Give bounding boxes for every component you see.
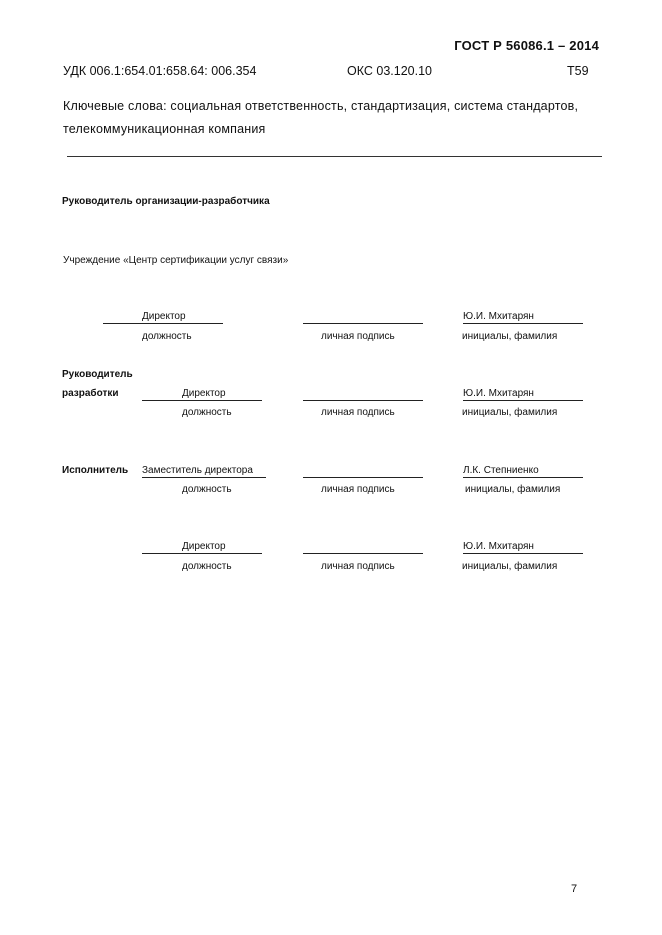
oks-code: ОКС 03.120.10 — [347, 64, 432, 78]
page-number: 7 — [571, 883, 578, 895]
role-label: Исполнитель — [62, 465, 129, 476]
position-value: Директор — [182, 541, 262, 554]
org-heading: Руководитель организации-разработчика — [62, 196, 270, 207]
name-label: инициалы, фамилия — [462, 407, 558, 418]
position-label: должность — [142, 331, 192, 342]
signature-label: личная подпись — [321, 561, 395, 572]
role-label-line-2: разработки — [62, 388, 119, 399]
position-label: должность — [182, 561, 232, 572]
position-underline-lead — [142, 400, 182, 401]
institution-name: Учреждение «Центр сертификации услуг связи» — [63, 255, 289, 266]
name-label: инициалы, фамилия — [462, 331, 558, 342]
signature-label: личная подпись — [321, 331, 395, 342]
name-label: инициалы, фамилия — [462, 561, 558, 572]
signature-label: личная подпись — [321, 484, 395, 495]
signature-line — [303, 553, 423, 554]
name-label: инициалы, фамилия — [465, 484, 561, 495]
signature-line — [303, 477, 423, 478]
classification-code: Т59 — [567, 64, 589, 78]
position-value: Директор — [182, 388, 262, 401]
position-label: должность — [182, 484, 232, 495]
udk-code: УДК 006.1:654.01:658.64: 006.354 — [63, 64, 257, 78]
name-value: Ю.И. Мхитарян — [463, 388, 583, 401]
position-underline-lead — [103, 323, 142, 324]
keywords-line-1: Ключевые слова: социальная ответственность, стандартизация, система стандартов, — [63, 99, 579, 113]
name-value: Ю.И. Мхитарян — [463, 311, 583, 324]
position-value: Заместитель директора — [142, 465, 266, 478]
position-value: Директор — [142, 311, 223, 324]
standard-number: ГОСТ Р 56086.1 – 2014 — [454, 38, 599, 53]
signature-label: личная подпись — [321, 407, 395, 418]
position-underline-lead — [142, 553, 182, 554]
name-value: Ю.И. Мхитарян — [463, 541, 583, 554]
signature-line — [303, 323, 423, 324]
signature-line — [303, 400, 423, 401]
role-label-line-1: Руководитель — [62, 369, 133, 380]
separator-rule — [67, 156, 602, 157]
position-label: должность — [182, 407, 232, 418]
name-value: Л.К. Степниенко — [463, 465, 583, 478]
keywords-line-2: телекоммуникационная компания — [63, 122, 266, 136]
